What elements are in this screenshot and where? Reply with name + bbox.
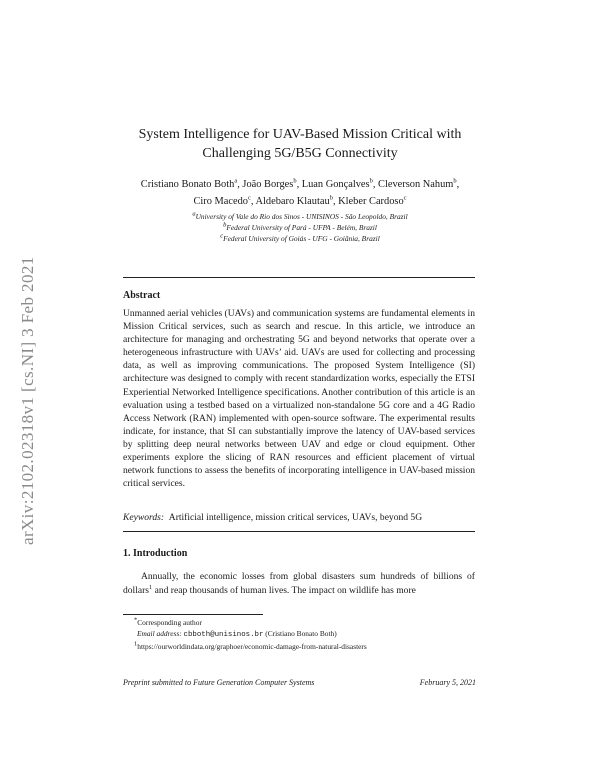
author-name: Kleber Cardoso bbox=[338, 196, 404, 207]
affiliation: $^b$Federal University of Pará - UFPA - Belém, Brazil bbox=[223, 221, 377, 232]
paper-title bbox=[90, 125, 510, 163]
author-affil-mark: b bbox=[293, 177, 297, 185]
author-affil-mark: b bbox=[369, 177, 373, 185]
affiliation: $^a$University of Vale do Rio dos Sinos - UNISINOS - São Leopoldo, Brazil bbox=[192, 210, 408, 221]
abstract-bottom-rule bbox=[123, 531, 475, 532]
email-address[interactable]: cbboth@unisinos.br bbox=[183, 631, 264, 639]
author-affil-mark: c bbox=[248, 194, 251, 202]
author-line-1: Cristiano Bonato Both$^a$, João Borges$^b$, Luan Gonçalves$^b$, Cleverson Nahum$^b$, bbox=[140, 177, 460, 190]
footnote-link[interactable]: https://ourworldindata.org/graphoer/economic-damage-from-natural-disasters bbox=[137, 642, 367, 651]
arxiv-stamp: arXiv:2102.02318v1 [cs.NI] 3 Feb 2021 bbox=[18, 256, 37, 545]
keywords-text: Artificial intelligence, mission critical services, UAVs, beyond 5G bbox=[168, 512, 423, 523]
author-name: Ciro Macedo bbox=[193, 196, 249, 207]
keywords bbox=[123, 512, 475, 523]
footnotes bbox=[127, 617, 487, 652]
footnote-email: Email address: cbboth@unisinos.br (Cristiano Bonato Both) bbox=[137, 629, 337, 639]
footnote-rule bbox=[123, 614, 263, 615]
author-affil-mark: b bbox=[329, 194, 333, 202]
section-title: Introduction bbox=[133, 548, 188, 559]
footer-date: February 5, 2021 bbox=[419, 678, 476, 687]
author-name: Aldebaro Klautau bbox=[255, 196, 330, 207]
author-name: Luan Gonçalves bbox=[301, 179, 370, 190]
title-line-2: Challenging 5G/B5G Connectivity bbox=[202, 146, 398, 161]
title-line-1: System Intelligence for UAV-Based Mission Critical with bbox=[138, 127, 462, 142]
intro-paragraph: Annually, the economic losses from global disasters sum hundreds of billions of dollars$^1$ and reap thousands of human lives. The impact on wildlife has more bbox=[123, 571, 475, 596]
footnote-url: $^1$https://ourworldindata.org/graphoer/economic-damage-from-natural-disasters bbox=[134, 640, 367, 651]
affiliation: $^c$Federal University of Goiás - UFG - Goiânia, Brazil bbox=[220, 232, 380, 243]
author-affil-mark: b bbox=[453, 177, 457, 185]
author-affil-mark: a bbox=[234, 177, 238, 185]
affiliation-list bbox=[120, 211, 480, 244]
footnote-ref: 1 bbox=[148, 583, 153, 591]
author-name: Cleverson Nahum bbox=[378, 179, 454, 190]
author-affil-mark: c bbox=[403, 194, 407, 202]
section-number: 1. bbox=[123, 548, 131, 559]
author-list bbox=[110, 176, 490, 210]
footnote-corresponding: *Corresponding author bbox=[134, 616, 202, 627]
author-line-2: Ciro Macedo$^c$, Aldebaro Klautau$^b$, Kleber Cardoso$^c$ bbox=[193, 194, 407, 207]
keywords-label: Keywords: bbox=[123, 512, 165, 523]
section-heading bbox=[123, 548, 187, 559]
author-name: João Borges bbox=[242, 179, 294, 190]
author-name: Cristiano Bonato Both bbox=[140, 179, 235, 190]
abstract-top-rule bbox=[123, 277, 475, 278]
abstract-heading: Abstract bbox=[123, 290, 161, 301]
abstract-text: Unmanned aerial vehicles (UAVs) and communication systems are fundamental elements in Mission Critical services, such as search and rescue. In this article, we introduce an architecture for managing and orchestrating 5G and beyond networks that operate over a heterogeneous infrastructure with UAVs’ aid. UAVs are used for collecting and processing data, as well as improving communications. The proposed System Intelligence (SI) architecture was designed to comply with recent standardization works, especially the ETSI Experiential Networked Intelligence specifications. Another contribution of this article is an evaluation using a testbed based on a virtualized non-standalone 5G core and a 4G Radio Access Network (RAN) implemented with open-source software. The experimental results indicate, for instance, that SI can substantially improve the latency of UAV-based services by splitting deep neural networks between UAV and edge or cloud equipment. Other experiments explore the slicing of RAN resources and efficient placement of virtual network functions to assess the benefits of incorporating intelligence in UAV-based mission critical services. bbox=[123, 308, 475, 490]
footer-journal: Preprint submitted to Future Generation Computer Systems bbox=[123, 678, 315, 687]
